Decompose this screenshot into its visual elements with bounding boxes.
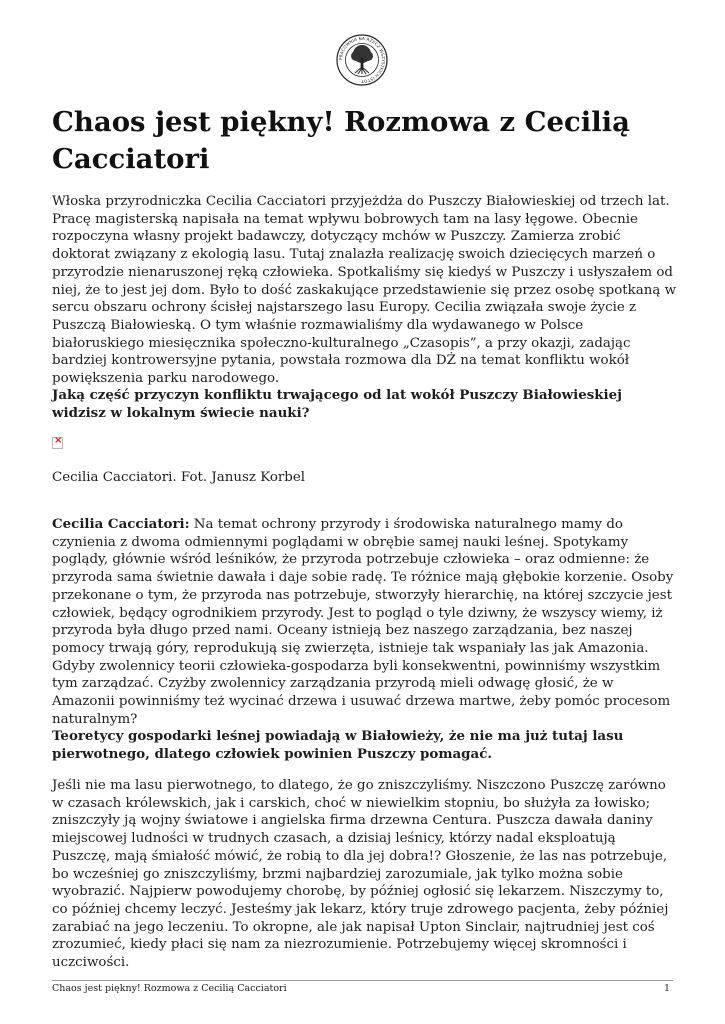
article-title: Chaos jest piękny! Rozmowa z Cecilią Cacciatori — [52, 106, 630, 175]
interview-question-2: Teoretycy gospodarki leśnej powiadają w Białowieży, że nie ma już tutaj lasu pierwotnego, dlatego człowiek powinien Puszczy pomagać. — [52, 728, 624, 762]
answer-1-text: Na temat ochrony przyrody i środowiska naturalnego mamy do czynienia z dwoma odmiennymi poglądami w obrębie samej nauki leśnej. Spotykamy poglądy, głównie wśród leśników, że przyroda potrzebuje człowieka – oraz odmienne: że przyroda sama świetnie dawała i daje sobie radę. Te różnice mają głębokie korzenie. Osoby przekonane o tym, że przyroda nas potrzebuje, stworzyły hierarchię, na której szczycie jest człowiek, będący ogrodnikiem przyrody. Jest to pogląd o tyle dziwny, że wszyscy wiemy, iż przyroda była długo przed nami. Oceany istnieją bez naszego zarządzania, bez naszej pomocy trwają góry, reprodukują się zwierzęta, istnieje tak wspaniały las jak Amazonia. Gdyby zwolennicy teorii człowieka-gospodarza byli konsekwentni, powinniśmy wszystkim tym zarządzać. Czyżby zwolennicy zarządzania przyrodą mieli odwagę głosić, że w Amazonii powinniśmy też wycinać drzewa i usuwać drzewa martwe, żeby pomóc procesom naturalnym? — [52, 517, 674, 727]
intro-paragraph: Włoska przyrodniczka Cecilia Cacciatori przyjeżdża do Puszczy Białowieskiej od trzech lat. Pracę magisterską napisała na temat wpływu bobrowych tam na lasy łęgowe. Obecnie rozpoczyna własny projekt badawczy, dotyczący mchów w Puszczy. Zamierza zrobić doktorat związany z ekologią lasu. Tutaj znalazła realizację swoich dziecięcych marzeń o przyrodzie nienaruszonej ręką człowieka. Spotkaliśmy się kiedyś w Puszczy i usłyszałem od niej, że to jest jej dom. Było to dość zaskakujące przedstawienie się przez osobę spotkaną w sercu obszaru ochrony ścisłej najstarszego lasu Europy. Cecilia związała swoje życie z Puszczą Białowieską. O tym właśnie rozmawialiśmy dla wydawanego w Polsce białoruskiego miesięcznika społeczno-kulturalnego „Czasopis”, a przy okazji, zadając bardziej kontrowersyjne pytania, powstała rozmowa dla DŻ na temat konfliktu wokół powiększenia parku narodowego. — [52, 194, 677, 387]
interview-question-1: Jaką część przyczyn konfliktu trwającego od lat wokół Puszczy Białowieskiej widzisz w lokalnym świecie nauki? — [52, 387, 622, 421]
interview-answer-1 — [52, 516, 678, 728]
footer-divider — [52, 980, 673, 981]
logo-ring-text: PRACOWNIA NA RZECZ WSZYSTKICH ISTOT — [337, 35, 387, 85]
page-number: 1 — [664, 983, 671, 994]
interview-answer-2: Jeśli nie ma lasu pierwotnego, to dlatego, że go zniszczyliśmy. Niszczono Puszczę zarówno w czasach królewskich, jak i carskich, choć w niewielkim stopniu, bo służyła za łowisko; zniszczyły ją wojny światowe i angielska firma drzewna Centura. Puszcza dawała daniny miejscowej ludności w trudnych czasach, a dzisiaj leśnicy, którzy nadal eksploatują Puszczę, mają śmiałość mówić, że robią to dla jej dobra!? Głoszenie, że las nas potrzebuje, bo wcześniej go zniszczyliśmy, brzmi najbardziej zarozumiale, jak tylko można sobie wyobrazić. Najpierw powodujemy chorobę, by później ogłosić się lekarzem. Niszczymy to, co później chcemy leczyć. Jesteśmy jak lekarz, który truje zdrowego pacjenta, żeby później zarabiać na jego leczeniu. To okropne, ale jak napisał Upton Sinclair, najtrudniej jest coś zrozumieć, kiedy płaci się nam za niezrozumienie. Potrzebujemy więcej skromności i uczciwości. — [52, 778, 669, 971]
broken-image-icon: × — [52, 437, 63, 449]
footer-title: Chaos jest piękny! Rozmowa z Cecilią Cacciatori — [52, 983, 287, 994]
image-caption: Cecilia Cacciatori. Fot. Janusz Korbel — [52, 470, 306, 485]
tree-seal-icon — [336, 34, 388, 86]
speaker-name: Cecilia Cacciatori: — [52, 516, 190, 532]
